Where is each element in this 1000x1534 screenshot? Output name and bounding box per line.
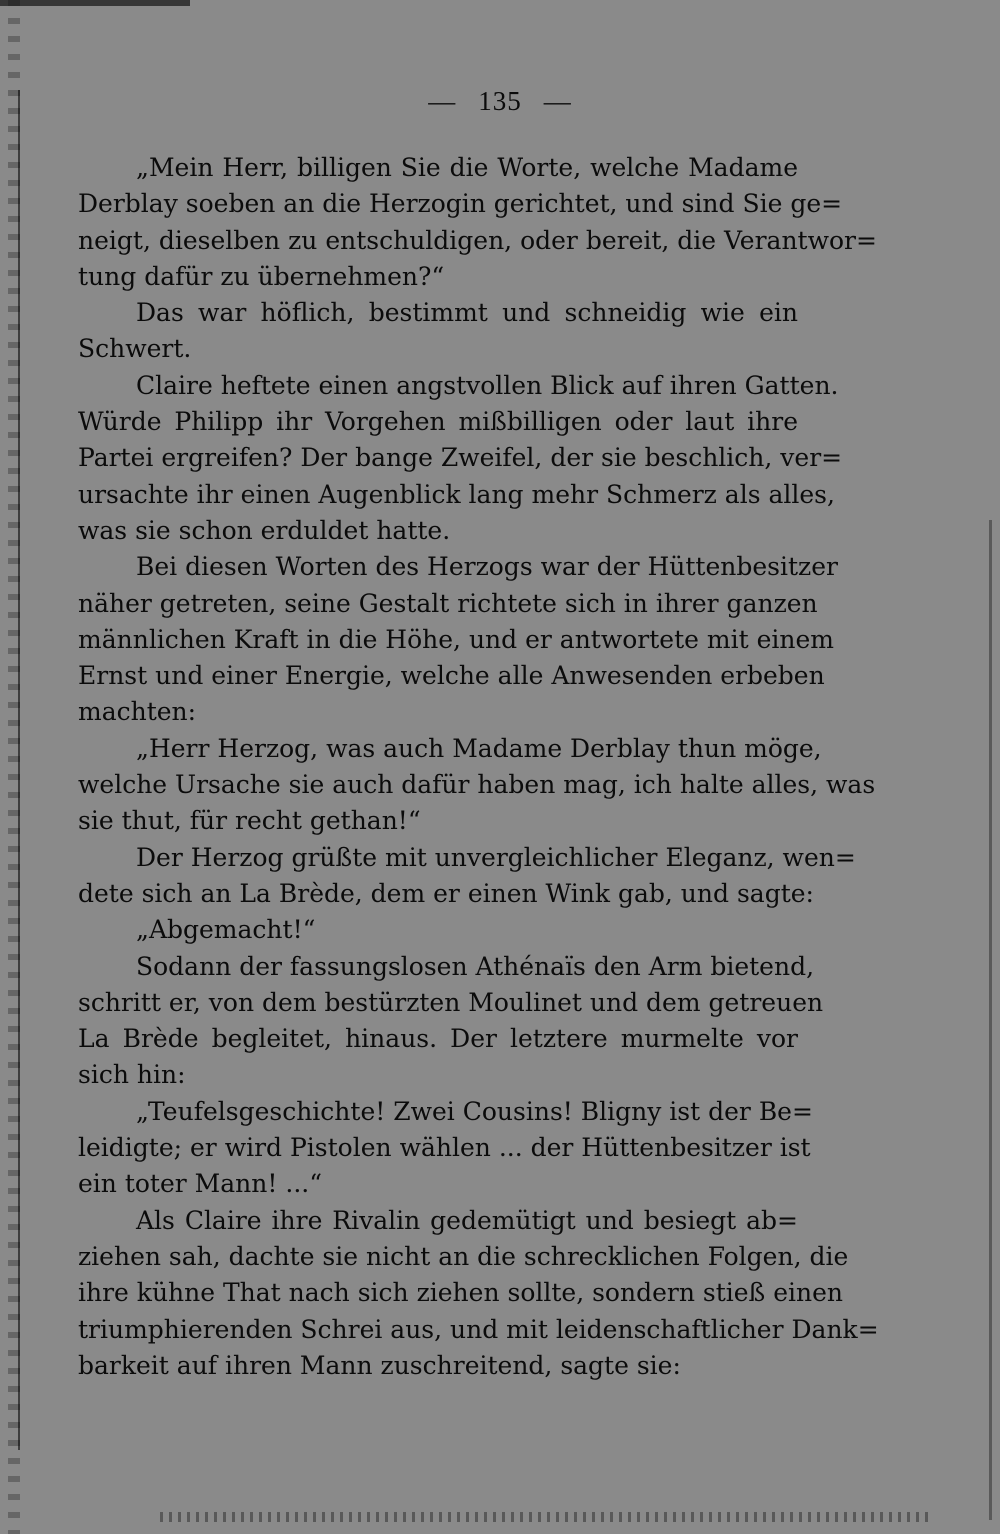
text-line: barkeit auf ihren Mann zuschreitend, sagte sie: — [78, 1350, 681, 1380]
text-line: Sodann der fassungslosen Athénaïs den Arm bietend, — [136, 951, 815, 981]
text-line: ein toter Mann! ...“ — [78, 1169, 322, 1199]
text-line: sich hin: — [78, 1060, 186, 1090]
text-line: Partei ergreifen? Der bange Zweifel, der sie beschlich, ver= — [78, 443, 843, 473]
page-number: 135 — [478, 86, 522, 116]
text-line: welche Ursache sie auch dafür haben mag, ich halte alles, was — [78, 770, 876, 800]
text-line: neigt, dieselben zu entschuldigen, oder bereit, die Verantwor= — [78, 225, 877, 255]
text-line: Der Herzog grüßte mit unvergleichlicher Eleganz, wen= — [136, 842, 856, 872]
text-line: „Abgemacht!“ — [136, 915, 316, 945]
text-line: was sie schon erduldet hatte. — [78, 515, 451, 545]
text-line: leidigte; er wird Pistolen wählen ... der Hüttenbesitzer ist — [78, 1133, 811, 1163]
text-line: triumphierenden Schrei aus, und mit leidenschaftlicher Dank= — [78, 1314, 879, 1344]
text-line: männlichen Kraft in die Höhe, und er antwortete mit einem — [78, 624, 834, 654]
text-line: dete sich an La Brède, dem er einen Wink gab, und sagte: — [78, 878, 814, 908]
page-header — [0, 86, 1000, 117]
text-line: näher getreten, seine Gestalt richtete sich in ihrer ganzen — [78, 588, 818, 618]
text-line: „Teufelsgeschichte! Zwei Cousins! Bligny ist der Be= — [136, 1096, 813, 1126]
text-line: Bei diesen Worten des Herzogs war der Hüttenbesitzer — [136, 552, 838, 582]
header-dash-right: — — [543, 86, 572, 116]
text-line: Würde Philipp ihr Vorgehen mißbilligen oder laut ihre — [78, 407, 798, 437]
text-line: ihre kühne That nach sich ziehen sollte, sondern stieß einen — [78, 1278, 843, 1308]
text-line: Schwert. — [78, 334, 192, 364]
text-line: ziehen sah, dachte sie nicht an die schrecklichen Folgen, die — [78, 1241, 849, 1271]
scan-binding-line — [18, 90, 20, 1450]
text-line: machten: — [78, 697, 197, 727]
body-text — [78, 150, 879, 1384]
text-line: Als Claire ihre Rivalin gedemütigt und besiegt ab= — [136, 1205, 798, 1235]
text-line: „Herr Herzog, was auch Madame Derblay thun möge, — [136, 733, 822, 763]
text-line: Das war höflich, bestimmt und schneidig wie ein — [136, 298, 798, 328]
text-line: Ernst und einer Energie, welche alle Anwesenden erbeben — [78, 661, 825, 691]
scan-top-smudge — [0, 0, 190, 6]
scan-bottom-noise — [160, 1512, 930, 1522]
scan-right-edge — [989, 520, 992, 1520]
text-line: „Mein Herr, billigen Sie die Worte, welche Madame — [136, 153, 798, 182]
text-line: schritt er, von dem bestürzten Moulinet und dem getreuen — [78, 987, 824, 1017]
header-dash-left: — — [428, 86, 457, 116]
text-line: Claire heftete einen angstvollen Blick auf ihren Gatten. — [136, 370, 839, 400]
text-line: ursachte ihr einen Augenblick lang mehr Schmerz als alles, — [78, 479, 835, 509]
text-line: sie thut, für recht gethan!“ — [78, 806, 421, 836]
text-line: tung dafür zu übernehmen?“ — [78, 261, 445, 291]
text-line: La Brède begleitet, hinaus. Der letztere murmelte vor — [78, 1024, 798, 1054]
text-line: Derblay soeben an die Herzogin gerichtet, und sind Sie ge= — [78, 189, 843, 219]
